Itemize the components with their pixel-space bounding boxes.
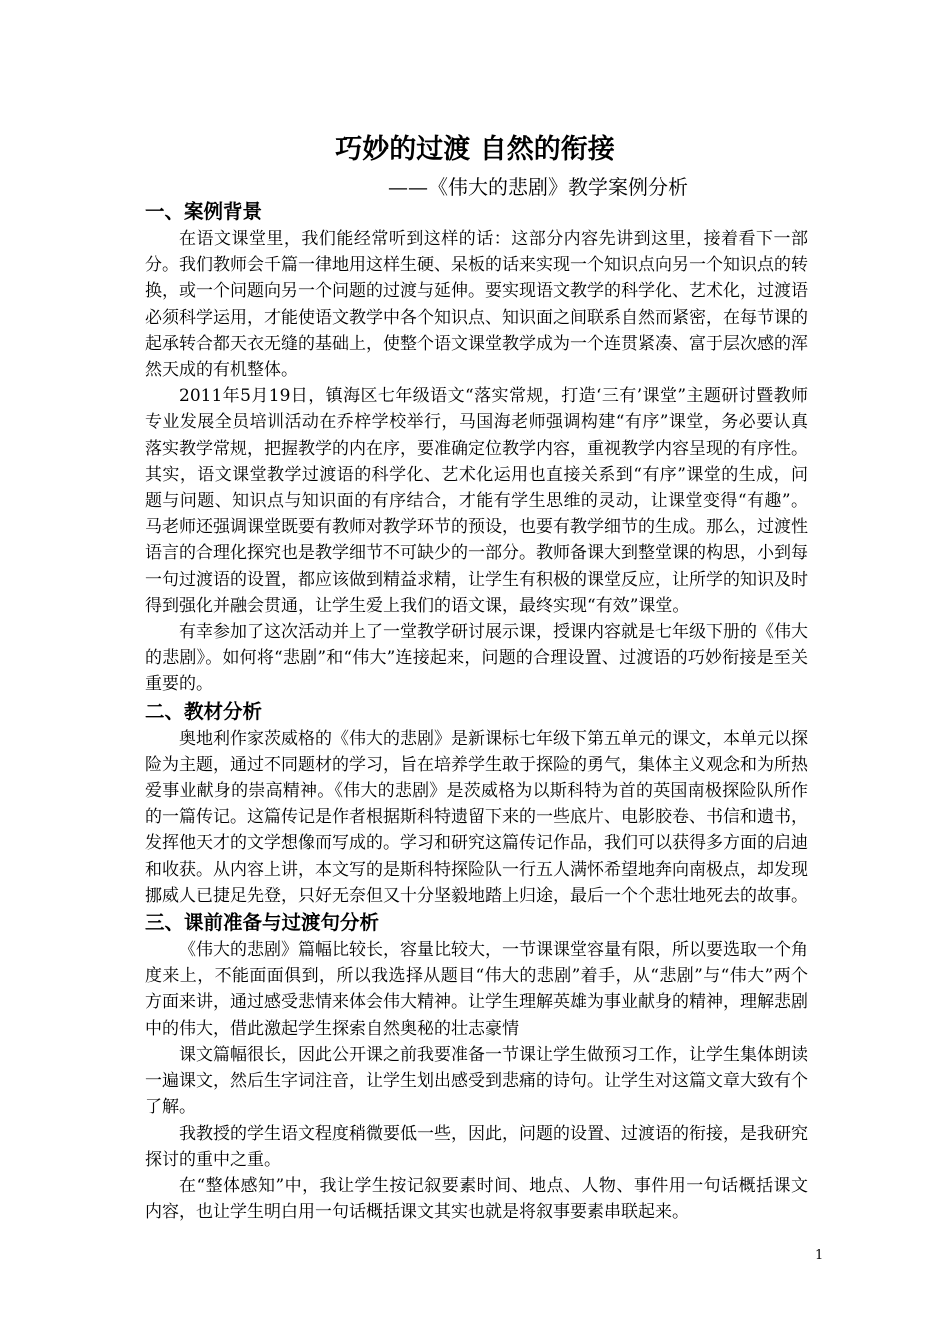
paragraph: 课文篇幅很长，因此公开课之前我要准备一节课让学生做预习工作，让学生集体朗读一遍课文，然后生字词注音，让学生划出感受到悲痛的诗句。让学生对这篇文章大致有个了解。 — [145, 1044, 808, 1118]
paragraph: 奥地利作家茨威格的《伟大的悲剧》是新课标七年级下第五单元的课文，本单元以探险为主题，通过不同题材的学习，旨在培养学生敢于探险的勇气，集体主义观念和为所热爱事业献身的崇高精神。《伟大的悲剧》是茨威格为以斯科特为首的英国南极探险队所作的一篇传记。这篇传记是作者根据斯科特遗留下来的一些底片、电影胶卷、书信和遗书，发挥他天才的文学想像而写成的。学习和研究这篇传记作品，我们可以获得多方面的启迪和收获。从内容上讲，本文写的是斯科特探险队一行五人满怀希望地奔向南极点，却发现挪威人已捷足先登，只好无奈但又十分坚毅地踏上归途，最后一个个悲壮地死去的故事。 — [145, 728, 808, 906]
section-preparation — [145, 909, 808, 1225]
section-background — [145, 198, 808, 698]
section-heading: 三、课前准备与过渡句分析 — [145, 911, 380, 935]
paragraph: 《伟大的悲剧》篇幅比较长，容量比较大，一节课课堂容量有限，所以要选取一个角度来上，不能面面俱到，所以我选择从题目“伟大的悲剧”着手，从“悲剧”与“伟大”两个方面来讲，通过感受悲情来体会伟大精神。让学生理解英雄为事业献身的精神，理解悲剧中的伟大，借此激起学生探索自然奥秘的壮志豪情 — [145, 940, 808, 1039]
page-number: 1 — [815, 1248, 824, 1263]
paragraph: 2011年5月19日，镇海区七年级语文“落实常规，打造‘三有’课堂”主题研讨暨教师专业发展全员培训活动在乔梓学校举行，马国海老师强调构建“有序”课堂，务必要认真落实教学常规，把握教学的内在序，要准确定位教学内容，重视教学内容呈现的有序性。其实，语文课堂教学过渡语的科学化、艺术化运用也直接关系到“有序”课堂的生成，问题与问题、知识点与知识面的有序结合，才能有学生思维的灵动，让课堂变得“有趣”。马老师还强调课堂既要有教师对教学环节的预设，也要有教学细节的生成。那么，过渡性语言的合理化探究也是教学细节不可缺少的一部分。教师备课大到整堂课的构思，小到每一句过渡语的设置，都应该做到精益求精，让学生有积极的课堂反应，让所学的知识及时得到强化并融会贯通，让学生爱上我们的语文课，最终实现“有效”课堂。 — [145, 386, 808, 616]
paragraph: 我教授的学生语文程度稍微要低一些，因此，问题的设置、过渡语的衔接，是我研究探讨的重中之重。 — [145, 1123, 808, 1170]
section-heading: 二、教材分析 — [145, 699, 263, 723]
paragraph: 在语文课堂里，我们能经常听到这样的话：这部分内容先讲到这里，接着看下一部分。我们教师会千篇一律地用这样生硬、呆板的话来实现一个知识点向另一个知识点的转换，或一个问题向另一个问题的过渡与延伸。要实现语文教学的科学化、艺术化，过渡语必须科学运用，才能使语文教学中各个知识点、知识面之间联系自然而紧密，在每节课的起承转合都天衣无缝的基础上，使整个语文课堂教学成为一个连贯紧凑、富于层次感的浑然天成的有机整体。 — [145, 229, 808, 381]
document-title: 巧妙的过渡 自然的衔接 — [335, 134, 615, 165]
paragraph: 有幸参加了这次活动并上了一堂教学研讨展示课，授课内容就是七年级下册的《伟大的悲剧》。如何将“悲剧”和“伟大”连接起来，问题的合理设置、过渡语的巧妙衔接是至关重要的。 — [145, 622, 808, 695]
document-body — [145, 198, 808, 1225]
section-material-analysis — [145, 698, 808, 909]
section-heading: 一、案例背景 — [145, 200, 263, 223]
paragraph: 在“整体感知”中，我让学生按记叙要素时间、地点、人物、事件用一句话概括课文内容，也让学生明白用一句话概括课文其实也就是将叙事要素串联起来。 — [145, 1175, 808, 1223]
document-subtitle: ——《伟大的悲剧》教学案例分析 — [388, 175, 688, 199]
